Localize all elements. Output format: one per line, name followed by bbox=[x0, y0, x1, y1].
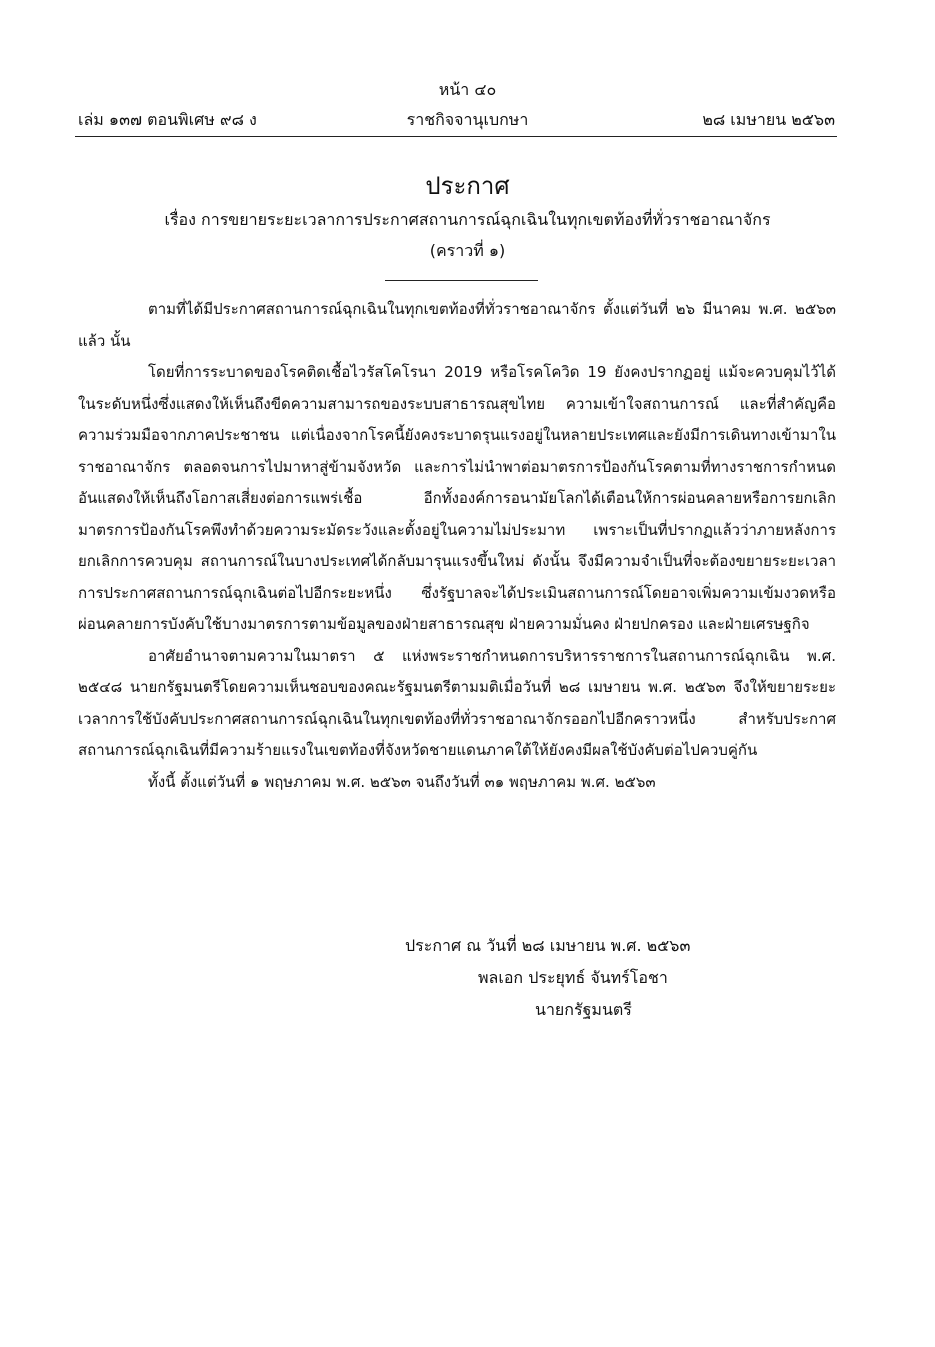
publication-date: ๒๘ เมษายน ๒๕๖๓ bbox=[702, 110, 835, 129]
announcement-title: ประกาศ bbox=[425, 172, 510, 200]
paragraph-3: อาศัยอำนาจตามความในมาตรา ๕ แห่งพระราชกำหนดการบริหารราชการในสถานการณ์ฉุกเฉิน พ.ศ. ๒๕๔๘ นายกรัฐมนตรีโดยความเห็นชอบของคณะรัฐมนตรีตามมติเมื่อวันที่ ๒๘ เมษายน พ.ศ. ๒๕๖๓ จึงให้ขยายระยะเวลาการใช้บังคับประกาศสถานการณ์ฉุกเฉินในทุกเขตท้องที่ทั่วราชอาณาจักรออกไปอีกคราวหนึ่ง สำหรับประกาศสถานการณ์ฉุกเฉินที่มีความร้ายแรงในเขตท้องที่จังหวัดชายแดนภาคใต้ให้ยังคงมีผลใช้บังคับต่อไปควบคู่กัน bbox=[78, 646, 836, 759]
announcement-date-line: ประกาศ ณ วันที่ ๒๘ เมษายน พ.ศ. ๒๕๖๓ bbox=[405, 936, 691, 955]
page-number: หน้า ๔๐ bbox=[438, 80, 497, 99]
paragraph-2: โดยที่การระบาดของโรคติดเชื้อไวรัสโคโรนา 2019 หรือโรคโควิด 19 ยังคงปรากฏอยู่ แม้จะควบคุมไว้ได้ในระดับหนึ่งซึ่งแสดงให้เห็นถึงขีดความสามารถของระบบสาธารณสุขไทย ความเข้าใจสถานการณ์ และที่สำคัญคือความร่วมมือจากภาคประชาชน แต่เนื่องจากโรคนี้ยังคงระบาดรุนแรงอยู่ในหลายประเทศและยังมีการเดินทางเข้ามาในราชอาณาจักร ตลอดจนการไปมาหาสู่ข้ามจังหวัด และการไม่นำพาต่อมาตรการป้องกันโรคตามที่ทางราชการกำหนด อันแสดงให้เห็นถึงโอกาสเสี่ยงต่อการแพร่เชื้อ อีกทั้งองค์การอนามัยโลกได้เตือนให้การผ่อนคลายหรือการยกเลิกมาตรการป้องกันโรคพึงทำด้วยความระมัดระวังและตั้งอยู่ในความไม่ประมาท เพราะเป็นที่ปรากฏแล้วว่าภายหลังการยกเลิกการควบคุม สถานการณ์ในบางประเทศได้กลับมารุนแรงขึ้นใหม่ ดังนั้น จึงมีความจำเป็นที่จะต้องขยายระยะเวลาการประกาศสถานการณ์ฉุกเฉินต่อไปอีกระยะหนึ่ง ซึ่งรัฐบาลจะได้ประเมินสถานการณ์โดยอาจเพิ่มความเข้มงวดหรือผ่อนคลายการบังคับใช้บางมาตรการตามข้อมูลของฝ่ายสาธารณสุข ฝ่ายความมั่นคง ฝ่ายปกครอง และฝ่ายเศรษฐกิจ bbox=[78, 363, 836, 633]
paragraph-4: ทั้งนี้ ตั้งแต่วันที่ ๑ พฤษภาคม พ.ศ. ๒๕๖๓ จนถึงวันที่ ๓๑ พฤษภาคม พ.ศ. ๒๕๖๓ bbox=[148, 772, 656, 791]
signatory-name: พลเอก ประยุทธ์ จันทร์โอชา bbox=[478, 968, 668, 987]
volume-info: เล่ม ๑๓๗ ตอนพิเศษ ๙๘ ง bbox=[78, 110, 257, 129]
announcement-subject: เรื่อง การขยายระยะเวลาการประกาศสถานการณ์ฉุกเฉินในทุกเขตท้องที่ทั่วราชอาณาจักร bbox=[164, 210, 771, 229]
announcement-body bbox=[78, 294, 836, 798]
header-rule bbox=[75, 136, 837, 137]
title-divider bbox=[385, 280, 538, 281]
publication-name: ราชกิจจานุเบกษา bbox=[406, 110, 529, 129]
paragraph-1: ตามที่ได้มีประกาศสถานการณ์ฉุกเฉินในทุกเขตท้องที่ทั่วราชอาณาจักร ตั้งแต่วันที่ ๒๖ มีนาคม พ.ศ. ๒๕๖๓ แล้ว นั้น bbox=[78, 300, 836, 350]
signatory-position: นายกรัฐมนตรี bbox=[535, 1000, 632, 1019]
announcement-round: (คราวที่ ๑) bbox=[429, 241, 506, 260]
